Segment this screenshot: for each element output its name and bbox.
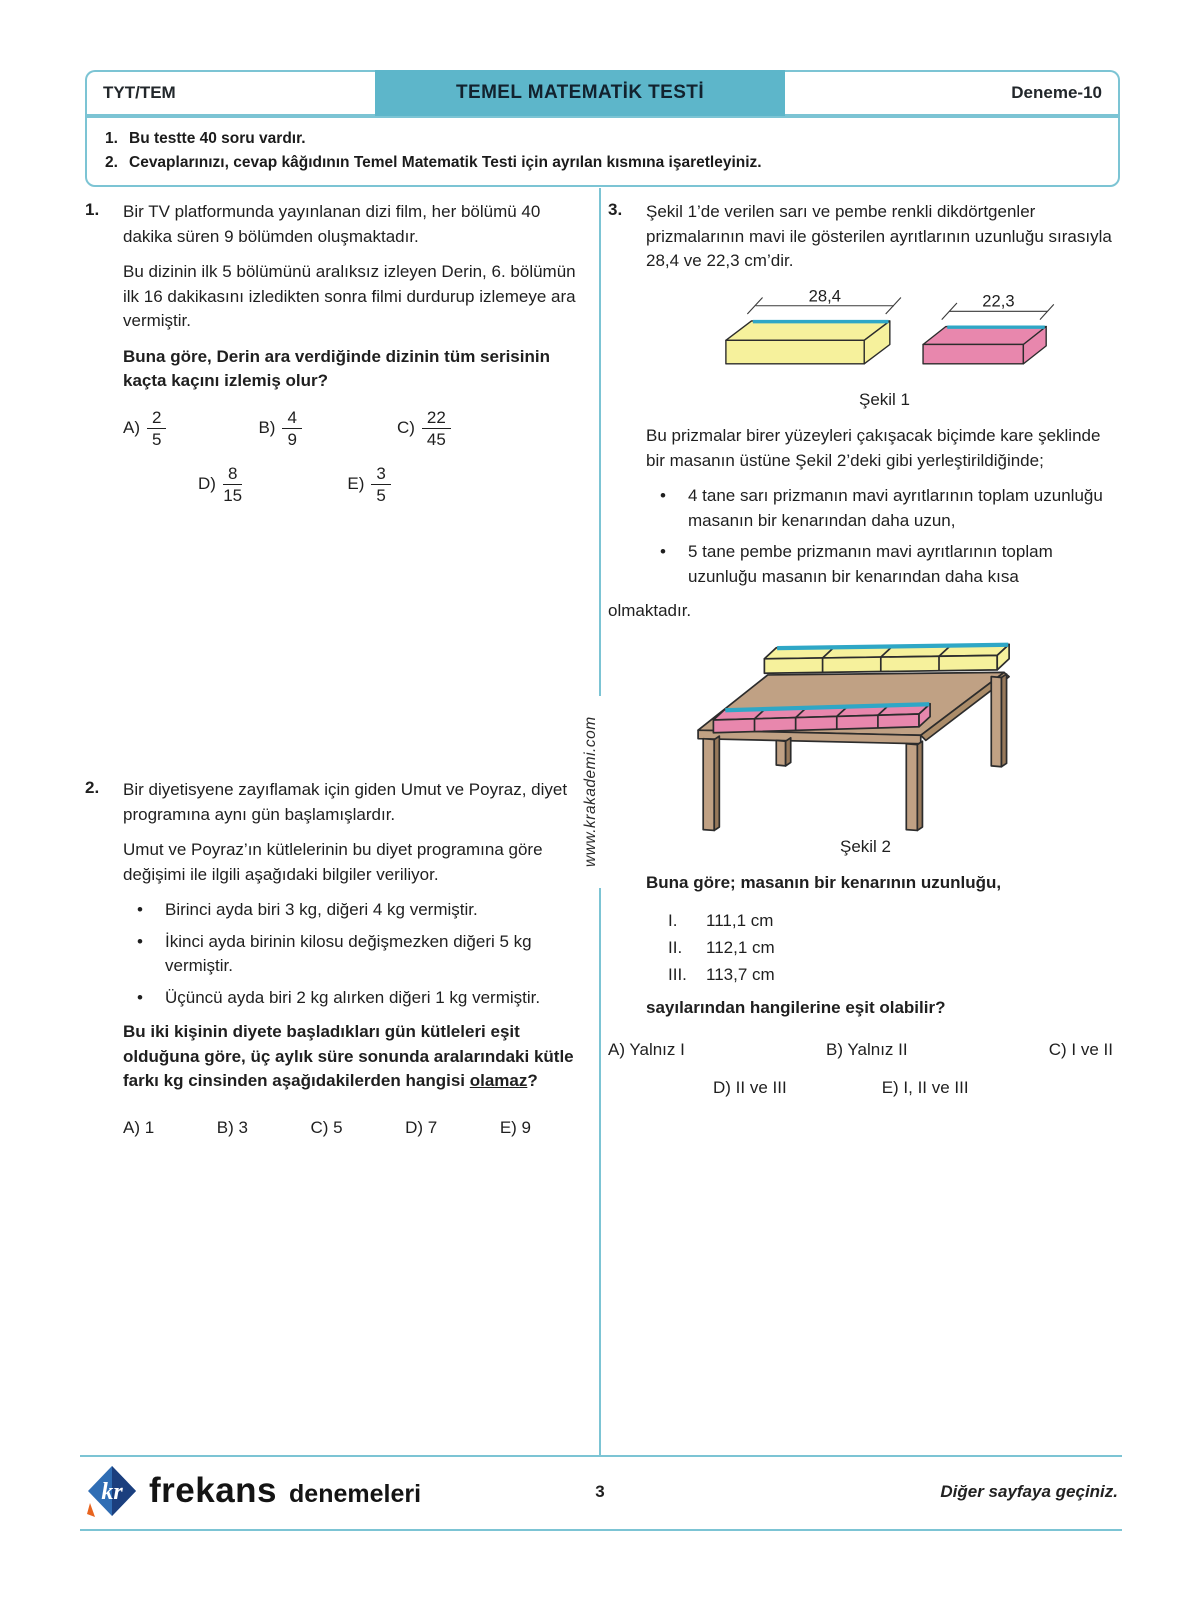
option-label: B) <box>258 418 276 438</box>
exam-type-label: TYT/TEM <box>103 83 176 102</box>
bullet-text: 5 tane pembe prizmanın mavi ayrıtlarının toplam uzunluğu masanın bir kenarından daha kısa <box>688 542 1053 586</box>
page-number: 3 <box>595 1482 605 1501</box>
instruction-item <box>105 127 1100 151</box>
answer-option-e <box>347 464 390 506</box>
table-leg-front-left <box>703 738 714 830</box>
table-leg-middle <box>776 740 785 765</box>
instruction-item <box>105 151 1100 175</box>
question-1 <box>85 200 577 506</box>
bullet-text: Birinci ayda biri 3 kg, diğeri 4 kg vermiştir. <box>165 900 478 919</box>
fraction-numerator: 22 <box>422 408 451 430</box>
prompt-suffix: ? <box>527 1071 538 1090</box>
question-number: 1. <box>85 200 100 219</box>
bullet-item <box>646 484 1123 533</box>
answer-option-c <box>397 408 451 450</box>
roman-item <box>646 934 1123 961</box>
question-number: 2. <box>85 778 100 797</box>
fraction <box>371 464 390 506</box>
question-3 <box>608 200 1123 1100</box>
instruction-text: Bu testte 40 soru vardır. <box>129 130 306 147</box>
answer-option-d: D) II ve III <box>713 1077 787 1097</box>
figure-caption: Şekil 1 <box>858 389 911 409</box>
roman-numeral: II. <box>668 937 683 957</box>
instruction-number: 1. <box>105 130 118 147</box>
question-2 <box>85 778 577 1140</box>
question-text: Bu dizinin ilk 5 bölümünü aralıksız izleyen Derin, 6. bölümün ilk 16 dakikasını izledikten sonra filmi durdurup izlemeye ara vermiştir. <box>123 262 576 330</box>
option-label: D) <box>198 474 216 494</box>
bullet-text: 4 tane sarı prizmanın mavi ayrıtlarının toplam uzunluğu masanın bir kenarından daha uzun, <box>688 486 1103 530</box>
answer-options-row <box>608 1076 1123 1101</box>
pink-prism-front <box>923 344 1023 363</box>
bullet-list <box>123 898 577 1010</box>
question-text: Şekil 1’de verilen sarı ve pembe renkli dikdörtgenler prizmalarının mavi ile gösterilen ayrıtlarının uzunluğu sırasıyla 28,4 ve 22,3 cm’dir. <box>646 202 1112 270</box>
table-leg-front-left-side <box>714 736 719 830</box>
option-label: A) <box>123 418 140 438</box>
prompt-text: Bu iki kişinin diyete başladıkları gün kütleleri eşit olduğuna göre, üç aylık süre sonunda aralarındaki kütle farkı kg cinsinden aşağıdakilerden hangisi <box>123 1022 574 1090</box>
left-column <box>85 200 577 1137</box>
fraction-denominator: 5 <box>152 430 162 450</box>
bullet-text: İkinci ayda birinin kilosu değişmezken diğeri 5 kg vermiştir. <box>165 931 532 975</box>
bullet-icon: • <box>660 542 666 561</box>
fraction-denominator: 15 <box>223 486 243 506</box>
column-divider <box>599 888 601 1456</box>
roman-value: 111,1 cm <box>706 910 774 930</box>
table-leg-back <box>991 676 1001 766</box>
question-text: Umut ve Poyraz’ın kütlelerinin bu diyet programına göre değişimi ile ilgili aşağıdaki bilgiler veriliyor. <box>123 840 543 884</box>
watermark-text: www.krakademi.com <box>582 716 599 868</box>
next-page-note: Diğer sayfaya geçiniz. <box>940 1482 1118 1501</box>
roman-item <box>646 961 1123 988</box>
question-prompt <box>123 1020 577 1094</box>
answer-options-row <box>123 1116 531 1141</box>
bullet-item <box>123 986 577 1011</box>
instruction-text: Cevaplarınızı, cevap kâğıdının Temel Matematik Testi için ayrılan kısmına işaretleyiniz. <box>129 154 762 171</box>
fraction-numerator: 3 <box>371 464 390 486</box>
column-divider <box>599 188 601 696</box>
question-text: Bir TV platformunda yayınlanan dizi film, her bölümü 40 dakika süren 9 bölümden oluşmaktadır. <box>123 202 541 246</box>
figure-2 <box>608 635 1123 860</box>
fraction-numerator: 4 <box>282 408 301 430</box>
instructions-box <box>85 116 1120 187</box>
right-column <box>608 200 1123 1100</box>
bullet-list <box>646 484 1123 589</box>
table-leg-front-right-side <box>917 741 922 830</box>
bullet-item <box>123 898 577 923</box>
header-left-box <box>85 70 375 116</box>
answer-option-a: A) Yalnız I <box>608 1040 685 1059</box>
yellow-prism-top <box>725 320 889 339</box>
dimension-label-yellow: 28,4 <box>808 286 841 306</box>
table-figure <box>633 635 1098 833</box>
answer-option-c: C) 5 <box>310 1117 343 1137</box>
answer-option-a <box>123 408 166 450</box>
bullet-icon: • <box>137 900 143 919</box>
bullet-icon: • <box>660 486 666 505</box>
answer-option-b <box>258 408 301 450</box>
question-prompt: sayılarından hangilerine eşit olabilir? <box>646 997 946 1017</box>
answer-option-d: D) 7 <box>405 1117 438 1137</box>
exam-number-label: Deneme-10 <box>1011 83 1102 102</box>
roman-value: 113,7 cm <box>706 964 775 984</box>
page-title: TEMEL MATEMATİK TESTİ <box>456 82 704 103</box>
fraction-numerator: 2 <box>147 408 166 430</box>
answer-option-b: B) Yalnız II <box>826 1040 908 1059</box>
dimension-label-pink: 22,3 <box>981 290 1015 310</box>
table-leg-back-side <box>1001 674 1006 767</box>
answer-options-row <box>123 464 577 506</box>
answer-option-a: A) 1 <box>123 1117 155 1137</box>
option-label: C) <box>396 418 415 438</box>
question-number: 3. <box>608 200 623 219</box>
yellow-prism-front <box>725 340 863 364</box>
figure-caption: Şekil 2 <box>839 836 892 856</box>
option-label: E) <box>347 474 365 494</box>
prisms-figure <box>715 285 1055 386</box>
answer-option-c: C) I ve II <box>1048 1040 1113 1059</box>
bullet-item <box>123 930 577 979</box>
brand-name: frekans <box>149 1471 278 1510</box>
header-right-box <box>785 70 1120 116</box>
roman-list <box>646 907 1123 988</box>
table-leg-front-right <box>906 743 917 830</box>
answer-option-b: B) 3 <box>216 1117 248 1137</box>
footer-divider-bottom <box>80 1529 1122 1531</box>
prompt-underlined-word: olamaz <box>469 1071 528 1090</box>
answer-options-row <box>608 1038 1123 1063</box>
question-prompt: Buna göre, Derin ara verdiğinde dizinin tüm serisinin kaçta kaçını izlemiş olur? <box>123 346 550 390</box>
brand-suffix: denemeleri <box>289 1479 422 1508</box>
answer-option-d <box>198 464 242 506</box>
question-text: olmaktadır. <box>608 601 692 620</box>
fraction-denominator: 9 <box>287 430 297 450</box>
fraction <box>422 408 451 450</box>
fraction-denominator: 45 <box>426 430 446 450</box>
answer-options-row <box>123 408 577 450</box>
question-text: Bir diyetisyene zayıflamak için giden Umut ve Poyraz, diyet programına aynı gün başlamışlardır. <box>123 780 568 824</box>
bullet-item <box>646 540 1123 589</box>
fraction-denominator: 5 <box>376 486 386 506</box>
fraction-numerator: 8 <box>223 464 242 486</box>
fraction <box>147 408 166 450</box>
header-title-box <box>375 70 785 116</box>
question-prompt: Buna göre; masanın bir kenarının uzunluğu, <box>646 873 1002 892</box>
answer-option-e: E) 9 <box>499 1117 531 1137</box>
question-text: Bu prizmalar birer yüzeyleri çakışacak biçimde kare şeklinde bir masanın üstüne Şekil 2’deki gibi yerleştirildiğinde; <box>646 426 1101 470</box>
instruction-number: 2. <box>105 154 118 171</box>
answer-option-e: E) I, II ve III <box>881 1077 969 1097</box>
bullet-icon: • <box>137 987 143 1007</box>
fraction <box>223 464 242 506</box>
figure-1 <box>646 285 1123 413</box>
roman-item <box>646 907 1123 934</box>
svg-text:kr: kr <box>101 1479 123 1505</box>
footer-divider-top <box>80 1455 1122 1457</box>
bullet-icon: • <box>137 931 143 951</box>
roman-value: 112,1 cm <box>706 937 775 957</box>
table-leg-middle-side <box>786 737 791 765</box>
bullet-text: Üçüncü ayda biri 2 kg alırken diğeri 1 kg vermiştir. <box>165 987 541 1007</box>
roman-numeral: I. <box>668 910 678 930</box>
fraction <box>282 408 301 450</box>
roman-numeral: III. <box>668 964 687 984</box>
